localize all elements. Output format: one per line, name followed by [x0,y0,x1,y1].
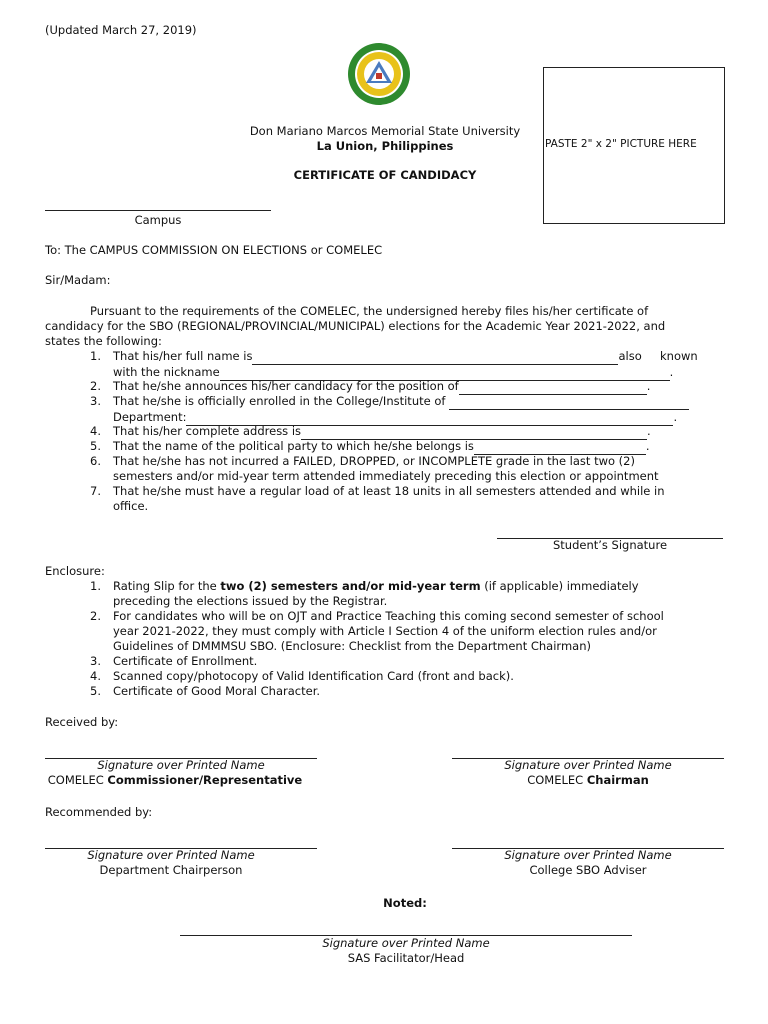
statement-1 [90,349,726,379]
salutation: Sir/Madam: [45,273,111,287]
enclosure-text-bold: two (2) semesters and/or mid-year term [220,579,481,593]
paragraph-line-2: candidacy for the SBO (REGIONAL/PROVINCIAL/MUNICIPAL) elections for the Academic Year 2021-2022, and [45,319,666,333]
paragraph-line-3: states the following: [45,334,162,348]
party-field[interactable] [474,439,646,455]
period: . [647,424,651,438]
enclosure-item-2 [90,609,726,654]
statement-text-department: Department: [113,410,187,424]
enclosure-text: Certificate of Enrollment. [113,654,258,668]
statement-text: That his/her complete address is [113,424,302,438]
sig-over-name-label: Signature over Printed Name [504,848,672,862]
sig-over-name-label: Signature over Printed Name [322,936,490,950]
period: . [646,379,651,393]
statement-7 [90,484,726,514]
enclosure-item-1 [90,579,726,609]
enclosure-number: 3. [90,654,101,668]
statement-text: That he/she has not incurred a FAILED, DROPPED, or INCOMPLETE grade in the last two (2) [113,454,635,468]
adviser-title: College SBO Adviser [529,863,647,877]
enclosure-label: Enclosure: [45,564,105,578]
dept-chair-title: Department Chairperson [99,863,243,877]
full-name-field[interactable] [252,349,618,365]
noted-label: Noted: [383,896,427,910]
statement-text-cont: semesters and/or mid-year term attended immediately preceding this election or appointment [113,469,659,483]
statement-6 [90,454,726,484]
statement-text: That he/she is officially enrolled in the College/Institute of [113,394,446,408]
photo-label: PASTE 2" x 2" PICTURE HERE [545,138,697,150]
statement-text: That the name of the political party to which he/she belongs is [113,439,474,453]
page-title: CERTIFICATE OF CANDIDACY [293,168,477,182]
statement-number: 7. [90,484,101,498]
period: . [645,439,650,453]
period: . [673,410,678,424]
chairman-title [452,773,724,788]
enclosure-text: Scanned copy/photocopy of Valid Identification Card (front and back). [113,669,514,683]
enclosure-text: (if applicable) immediately [480,579,639,593]
received-by-label: Received by: [45,715,119,729]
enclosure-number: 1. [90,579,101,593]
college-field[interactable] [449,394,689,410]
paragraph-line-1: Pursuant to the requirements of the COMELEC, the undersigned hereby files his/her certificate of [90,304,649,318]
comelec-text: COMELEC [47,773,108,787]
enclosure-text: For candidates who will be on OJT and Practice Teaching this coming second semester of school [113,609,664,623]
enclosure-number: 4. [90,669,101,683]
sig-over-name-label: Signature over Printed Name [87,848,255,862]
enclosure-text-cont: Guidelines of DMMMSU SBO. (Enclosure: Checklist from the Department Chairman) [113,639,591,653]
comelec-text: COMELEC [527,773,587,787]
sig-over-name-label: Signature over Printed Name [97,758,265,772]
sig-over-name-label: Signature over Printed Name [504,758,672,772]
enclosure-text-cont: year 2021-2022, they must comply with Article I Section 4 of the uniform election rules and/or [113,624,657,638]
position-field[interactable] [459,379,647,395]
enclosure-text: Certificate of Good Moral Character. [113,684,321,698]
enclosure-text-cont: preceding the elections issued by the Registrar. [113,594,388,608]
statement-text-cont: office. [113,499,149,513]
statement-3 [90,394,726,424]
enclosure-number: 5. [90,684,101,698]
statement-text-also-known: also known [618,349,698,363]
campus-label: Campus [134,213,182,227]
recommended-by-label: Recommended by: [45,805,153,819]
updated-date: (Updated March 27, 2019) [45,23,197,37]
address-field[interactable] [301,424,647,440]
statement-number: 6. [90,454,101,468]
addressee: To: The CAMPUS COMMISSION ON ELECTIONS or COMELEC [45,243,383,257]
university-seal-icon [347,42,411,106]
statement-number: 5. [90,439,101,453]
student-signature-label: Student’s Signature [552,538,668,552]
university-location: La Union, Philippines [316,139,454,153]
campus-field-line[interactable] [45,210,271,211]
statement-number: 4. [90,424,101,438]
chairman-text: Chairman [586,773,649,787]
commissioner-text: Commissioner/Representative [107,773,303,787]
enclosure-text: Rating Slip for the [113,579,221,593]
enclosure-number: 2. [90,609,101,623]
university-name: Don Mariano Marcos Memorial State University [249,124,521,138]
statement-number: 3. [90,394,101,408]
statement-text: That his/her full name is [113,349,253,363]
photo-box[interactable] [543,67,725,224]
statement-text: That he/she announces his/her candidacy for the position of [113,379,459,393]
sas-head-title: SAS Facilitator/Head [347,951,465,965]
statement-number: 1. [90,349,101,363]
commissioner-title [35,773,315,788]
statement-text: That he/she must have a regular load of at least 18 units in all semesters attended and while in [113,484,665,498]
period: . [669,365,674,379]
statement-text-nickname: with the nickname [113,365,220,379]
statement-number: 2. [90,379,101,393]
